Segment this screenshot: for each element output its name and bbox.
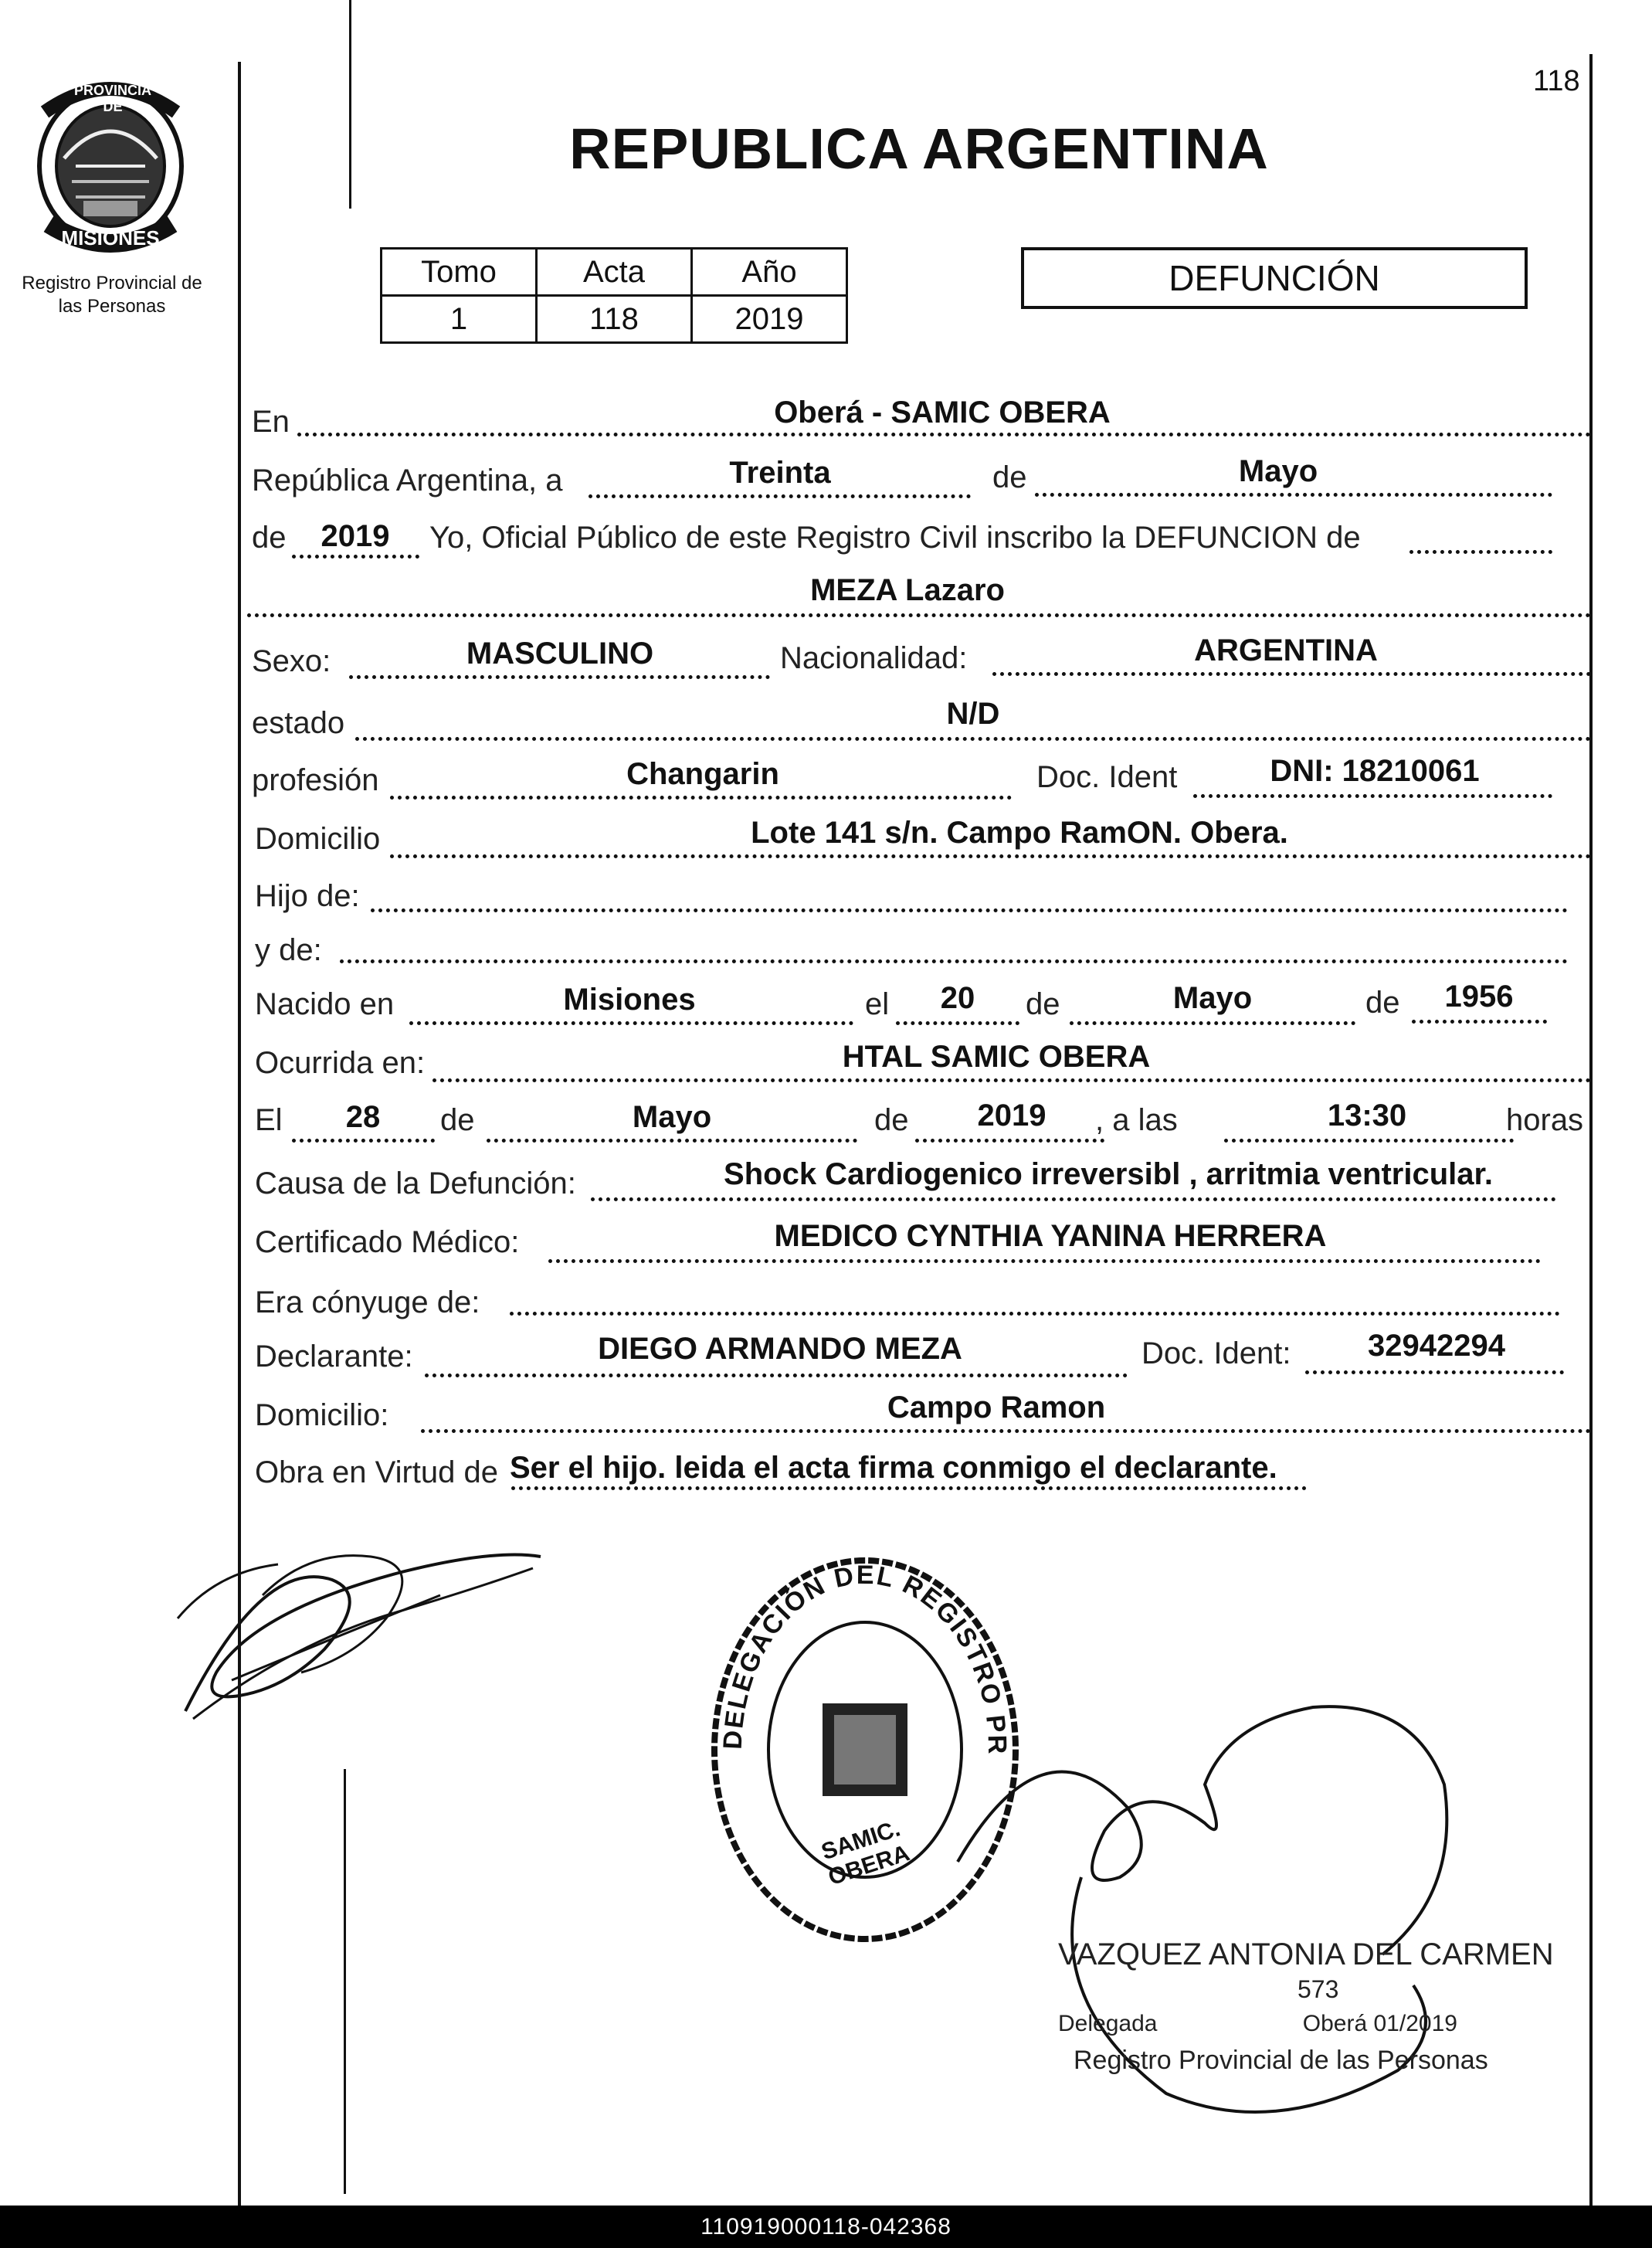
right-margin-line — [1589, 54, 1593, 2206]
conyuge-label: Era cónyuge de: — [255, 1285, 480, 1319]
registry-name-line2: las Personas — [58, 296, 166, 317]
profesion-value: Changarin — [626, 757, 779, 791]
muerte-anio-value: 2019 — [977, 1099, 1046, 1132]
year-line — [292, 555, 419, 559]
official-stamp — [1058, 1935, 1583, 2077]
anio-value: 2019 — [692, 296, 847, 343]
registry-name — [0, 272, 224, 318]
anio-header: Año — [692, 249, 847, 296]
causa-label: Causa de la Defunción: — [255, 1166, 576, 1200]
muerte-dia-line — [292, 1139, 435, 1143]
muerte-hora-line — [1224, 1139, 1514, 1143]
seal-inner-text: SAMIC. OBERA — [818, 1815, 913, 1891]
record-type-box: DEFUNCIÓN — [1021, 247, 1528, 309]
ocurrida-label: Ocurrida en: — [255, 1046, 426, 1080]
record-table-value-row — [382, 296, 847, 343]
a-las-label: , a las — [1095, 1103, 1178, 1137]
de-label-5: de — [440, 1103, 475, 1137]
fold-line — [349, 0, 351, 209]
el-2-label: El — [255, 1103, 283, 1137]
provincia-misiones-logo — [29, 73, 192, 255]
place-value: Oberá - SAMIC OBERA — [774, 396, 1111, 430]
domicilio-2-label: Domicilio: — [255, 1398, 389, 1432]
muerte-mes-line — [487, 1139, 857, 1143]
estado-line — [355, 737, 1591, 741]
fold-line-lower — [344, 1769, 346, 2194]
domicilio-line — [390, 854, 1591, 858]
de-label-6: de — [874, 1103, 909, 1137]
nacionalidad-value: ARGENTINA — [1194, 633, 1378, 667]
de-label-3: de — [1026, 987, 1060, 1021]
doc-ident-label-2: Doc. Ident: — [1141, 1336, 1291, 1370]
certificado-value: MEDICO CYNTHIA YANINA HERRERA — [774, 1219, 1327, 1253]
certificado-label: Certificado Médico: — [255, 1225, 520, 1259]
record-table-header-row — [382, 249, 847, 296]
nacionalidad-line — [992, 672, 1591, 676]
deceased-name-line — [247, 613, 1591, 617]
seal-ring-text: DELEGACIÓN DEL REGISTRO PR — [717, 1560, 1013, 1756]
barcode-number: 110919000118-042368 — [0, 2206, 1652, 2248]
de-label-4: de — [1365, 986, 1400, 1020]
el-label: el — [865, 987, 890, 1021]
de-label-2: de — [252, 521, 287, 555]
conyuge-line — [510, 1312, 1560, 1316]
en-label: En — [252, 405, 290, 439]
nacido-mes-value: Mayo — [1172, 981, 1253, 1015]
declarante-value: DIEGO ARMANDO MEZA — [598, 1332, 962, 1366]
deceased-name-value: MEZA Lazaro — [810, 573, 1005, 607]
hijo-label: Hijo de: — [255, 879, 360, 913]
stamp-delegada: Delegada — [1058, 2011, 1158, 2036]
record-table — [380, 247, 848, 344]
statement-text: Yo, Oficial Público de este Registro Civil inscribo la DEFUNCION de — [429, 521, 1361, 555]
stamp-registry: Registro Provincial de las Personas — [1074, 2046, 1488, 2075]
sexo-value: MASCULINO — [466, 637, 654, 671]
estado-label: estado — [252, 706, 345, 740]
causa-line — [591, 1197, 1556, 1201]
doc-ident-line — [1193, 794, 1552, 798]
ocurrida-value: HTAL SAMIC OBERA — [842, 1040, 1151, 1074]
muerte-anio-line — [915, 1139, 1104, 1143]
certificado-line — [548, 1259, 1541, 1263]
nacido-lugar-line — [409, 1021, 853, 1025]
registry-name-line1: Registro Provincial de — [22, 273, 202, 294]
declarante-doc-value: 32942294 — [1368, 1329, 1505, 1363]
nacido-mes-line — [1070, 1021, 1355, 1025]
page-number: 118 — [1533, 65, 1580, 97]
profesion-label: profesión — [252, 763, 379, 797]
domicilio-2-line — [421, 1429, 1591, 1433]
sexo-line — [349, 675, 770, 679]
logo-text-bottom: MISIONES — [61, 226, 160, 250]
nacido-dia-value: 20 — [940, 981, 975, 1015]
nacido-label: Nacido en — [255, 987, 395, 1021]
declarante-doc-line — [1305, 1370, 1564, 1374]
muerte-mes-value: Mayo — [632, 1100, 712, 1134]
causa-value: Shock Cardiogenico irreversibl , arritmia ventricular. — [724, 1157, 1493, 1191]
stamp-name: VAZQUEZ ANTONIA DEL CARMEN — [1058, 1937, 1554, 1971]
republica-label: República Argentina, a — [252, 464, 563, 497]
nacionalidad-label: Nacionalidad: — [780, 641, 968, 675]
month-value: Mayo — [1238, 454, 1318, 488]
stamp-date: Oberá 01/2019 — [1302, 2011, 1457, 2036]
doc-ident-value: DNI: 18210061 — [1270, 754, 1480, 788]
acta-value: 118 — [537, 296, 692, 343]
obra-value: Ser el hijo. leida el acta firma conmigo el declarante. — [510, 1451, 1277, 1485]
hijo-line — [371, 908, 1568, 912]
nacido-anio-line — [1412, 1020, 1547, 1024]
declarante-label: Declarante: — [255, 1340, 413, 1374]
domicilio-label: Domicilio — [255, 822, 381, 856]
day-words-value: Treinta — [729, 456, 831, 490]
day-line — [589, 494, 971, 498]
y-de-line — [340, 959, 1568, 963]
sexo-label: Sexo: — [252, 644, 331, 678]
doc-ident-label: Doc. Ident — [1036, 760, 1178, 794]
month-line — [1035, 493, 1552, 497]
stamp-office-line — [1058, 2005, 1583, 2043]
statement-line — [1409, 550, 1552, 554]
ocurrida-line — [433, 1078, 1591, 1082]
domicilio-2-value: Campo Ramon — [887, 1391, 1106, 1425]
declarant-signature — [170, 1526, 572, 1727]
obra-line — [511, 1486, 1307, 1490]
tomo-header: Tomo — [382, 249, 537, 296]
page-title: REPUBLICA ARGENTINA — [569, 117, 1269, 181]
obra-label: Obra en Virtud de — [255, 1455, 499, 1489]
declarante-line — [425, 1374, 1128, 1377]
place-line — [297, 433, 1591, 436]
nacido-lugar-value: Misiones — [563, 983, 696, 1017]
y-de-label: y de: — [255, 933, 322, 967]
estado-value: N/D — [946, 697, 1000, 731]
year-value: 2019 — [321, 519, 390, 553]
acta-header: Acta — [537, 249, 692, 296]
logo-text-top: PROVINCIA DE — [73, 83, 151, 114]
horas-label: horas — [1506, 1103, 1584, 1137]
tomo-value: 1 — [382, 296, 537, 343]
domicilio-value: Lote 141 s/n. Campo RamON. Obera. — [751, 816, 1288, 850]
muerte-dia-value: 28 — [345, 1100, 381, 1134]
left-margin-line — [238, 62, 241, 2206]
muerte-hora-value: 13:30 — [1327, 1099, 1407, 1132]
de-label: de — [992, 460, 1027, 494]
stamp-number: 573 — [1298, 1975, 1339, 2003]
profesion-line — [390, 796, 1012, 800]
nacido-dia-line — [896, 1021, 1019, 1025]
nacido-anio-value: 1956 — [1444, 980, 1514, 1014]
